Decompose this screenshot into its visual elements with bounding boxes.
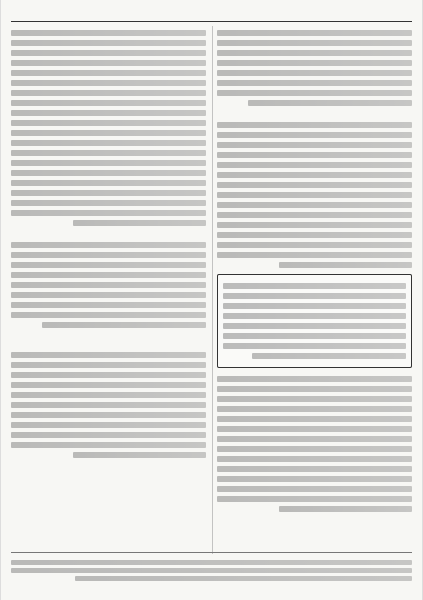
- right-column-text-lines: [217, 30, 412, 268]
- column-divider: [212, 26, 213, 554]
- right-text-column: [217, 26, 412, 554]
- section-marker: [11, 332, 206, 348]
- left-column-bottom-text-lines: [11, 352, 206, 458]
- left-column-top-text-lines: [11, 30, 206, 328]
- right-column-lower-text-lines: [217, 376, 412, 512]
- page-header: [11, 8, 412, 20]
- header-rule: [11, 21, 412, 22]
- footnotes-area: [11, 552, 412, 590]
- boxed-note: [217, 274, 412, 368]
- left-text-column: [11, 26, 206, 554]
